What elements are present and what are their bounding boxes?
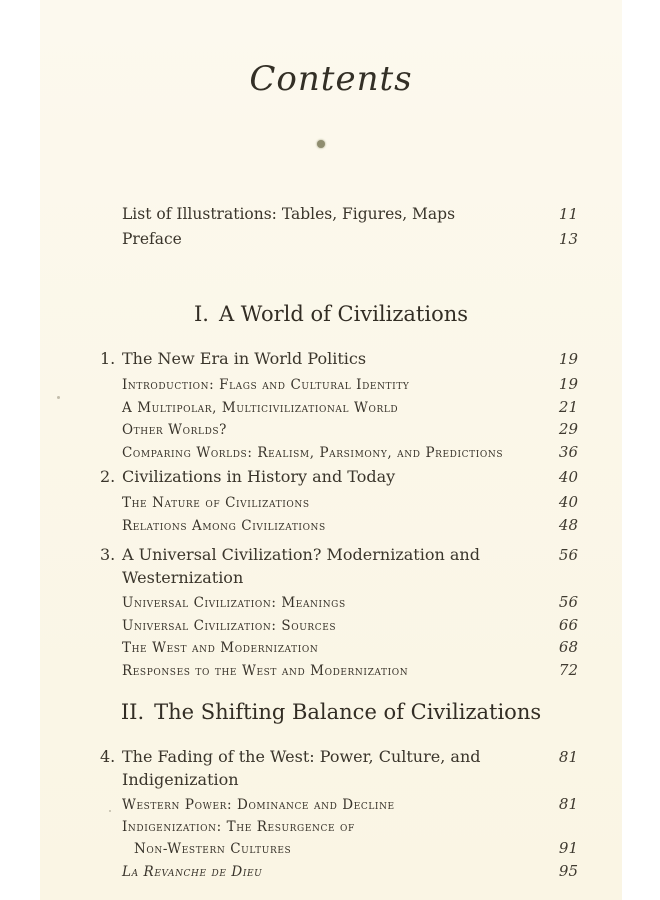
subentry-label: The West and Modernization (122, 640, 319, 656)
toc-subentry (100, 637, 578, 660)
chapter-title: Civilizations in History and Today (122, 467, 396, 486)
subentry-label: Indigenization: The Resurgence of (122, 818, 355, 835)
subentry-label: La Revanche de Dieu (122, 863, 263, 880)
subentry-list (100, 374, 578, 464)
page-number: 19 (558, 375, 578, 393)
page-number: 13 (558, 230, 578, 248)
chapter-title: The New Era in World Politics (122, 349, 367, 368)
toc-subentry (100, 397, 578, 420)
chapter-group (100, 465, 578, 537)
chapter-number: 2. (100, 467, 116, 486)
chapter-entry (100, 465, 578, 489)
page-number: 19 (558, 350, 578, 368)
chapter-number: 4. (100, 747, 116, 766)
subentry-list (100, 592, 578, 682)
toc-subentry (100, 660, 578, 683)
toc-subentry (100, 442, 578, 465)
page-number: 72 (558, 660, 578, 679)
chapter-group (100, 347, 578, 464)
subentry-label: Relations Among Civilizations (122, 517, 326, 534)
chapter-entry (100, 347, 578, 371)
page-number: 56 (558, 593, 578, 611)
subentry-label: The Nature of Civilizations (122, 495, 310, 511)
page-number: 48 (558, 515, 578, 534)
toc-subentry (100, 515, 578, 538)
toc-subentry (100, 861, 578, 884)
entry-label: List of Illustrations: Tables, Figures, Maps (122, 205, 456, 223)
chapter-group (100, 543, 578, 682)
page-number: 40 (558, 468, 578, 486)
subentry-list (100, 794, 578, 883)
subentry-label: Other Worlds? (122, 422, 227, 438)
page-number: 29 (558, 420, 578, 438)
toc-subentry (100, 817, 578, 839)
subentry-label: Universal Civilization: Meanings (122, 595, 346, 611)
part-heading (40, 301, 622, 327)
page-number: 36 (558, 442, 578, 461)
toc-subentry-continuation (100, 838, 578, 861)
chapter-number: 1. (100, 349, 116, 368)
page-number: 66 (558, 615, 578, 634)
chapter-entry (100, 543, 578, 589)
part-number: I. (193, 302, 209, 326)
subentry-label: A Multipolar, Multicivilizational World (122, 399, 399, 416)
page-number: 68 (558, 638, 578, 656)
page-number: 56 (558, 546, 578, 564)
entry-label: Preface (122, 230, 182, 248)
part-title: The Shifting Balance of Civilizations (154, 700, 542, 724)
page-number: 91 (558, 839, 578, 857)
toc-subentry (100, 615, 578, 638)
toc-subentry (100, 794, 578, 817)
subentry-label: Comparing Worlds: Realism, Parsimony, and Predictions (122, 444, 504, 461)
subentry-label: Introduction: Flags and Cultural Identity (122, 377, 410, 393)
ornament-dot (317, 140, 325, 148)
front-matter-list (122, 202, 578, 252)
toc-subentry (100, 374, 578, 397)
toc-subentry (100, 592, 578, 615)
toc-subentry (100, 419, 578, 442)
page-number: 40 (558, 493, 578, 511)
page-title: Contents (249, 59, 413, 99)
subentry-label: Responses to the West and Modernization (122, 662, 409, 679)
subentry-label: Non-Western Cultures (134, 841, 292, 857)
page-number: 11 (558, 205, 578, 223)
chapter-number: 3. (100, 545, 116, 564)
book-page (40, 0, 622, 900)
part-heading (40, 699, 622, 725)
chapter-entry (100, 745, 578, 791)
page-number: 21 (558, 397, 578, 416)
page-number: 81 (558, 795, 578, 813)
toc-subentry (100, 492, 578, 515)
page-number: 81 (558, 748, 578, 766)
subentry-label: Western Power: Dominance and Decline (122, 797, 395, 813)
subentry-list (100, 492, 578, 537)
chapter-group (100, 745, 578, 883)
page-number: 95 (558, 861, 578, 880)
part-number: II. (120, 700, 145, 724)
chapter-title: The Fading of the West: Power, Culture, and Indigenization (122, 747, 481, 789)
toc-entry (122, 202, 578, 227)
chapter-title: A Universal Civilization? Modernization and Westernization (122, 545, 480, 587)
toc-entry (122, 227, 578, 252)
part-title: A World of Civilizations (218, 302, 469, 326)
scan-speck (57, 396, 60, 399)
subentry-label: Universal Civilization: Sources (122, 617, 337, 634)
